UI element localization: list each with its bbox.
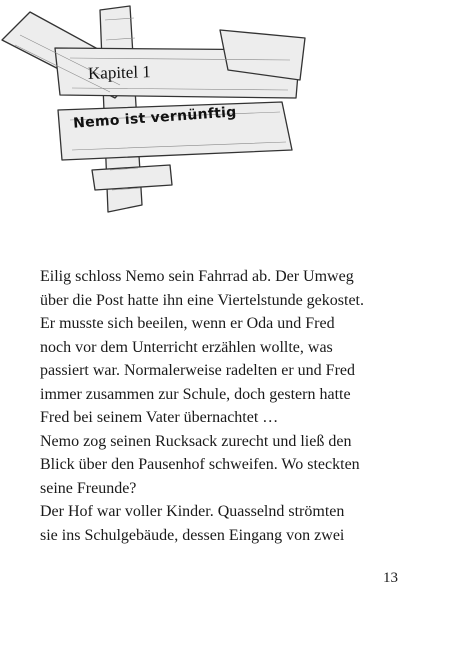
text-line: passiert war. Normalerweise radelten er und Fred bbox=[40, 362, 355, 379]
signpost-plank-bottom bbox=[92, 165, 172, 190]
text-line: über die Post hatte ihn eine Viertelstunde gekostet. bbox=[40, 291, 364, 309]
chapter-label: Kapitel 1 bbox=[87, 62, 152, 83]
body-text bbox=[40, 265, 430, 547]
text-line: Der Hof war voller Kinder. Quasselnd strömten bbox=[40, 503, 345, 520]
text-line: Blick über den Pausenhof schweifen. Wo steckten bbox=[40, 456, 360, 473]
page-number: 13 bbox=[383, 570, 398, 586]
text-line: sie ins Schulgebäude, dessen Eingang von zwei bbox=[40, 526, 345, 544]
text-line: Fred bei seinem Vater übernachtet … bbox=[40, 409, 279, 426]
text-line: noch vor dem Unterricht erzählen wollte, was bbox=[40, 338, 333, 356]
text-line: Nemo zog seinen Rucksack zurecht und ließ den bbox=[40, 432, 352, 450]
text-line: seine Freunde? bbox=[40, 479, 137, 497]
text-line: Eilig schloss Nemo sein Fahrrad ab. Der Umweg bbox=[40, 268, 354, 285]
chapter-title: Nemo ist vernünftig bbox=[72, 104, 238, 132]
text-line: Er musste sich beeilen, wenn er Oda und Fred bbox=[40, 315, 335, 332]
text-line: immer zusammen zur Schule, doch gestern hatte bbox=[40, 385, 351, 403]
